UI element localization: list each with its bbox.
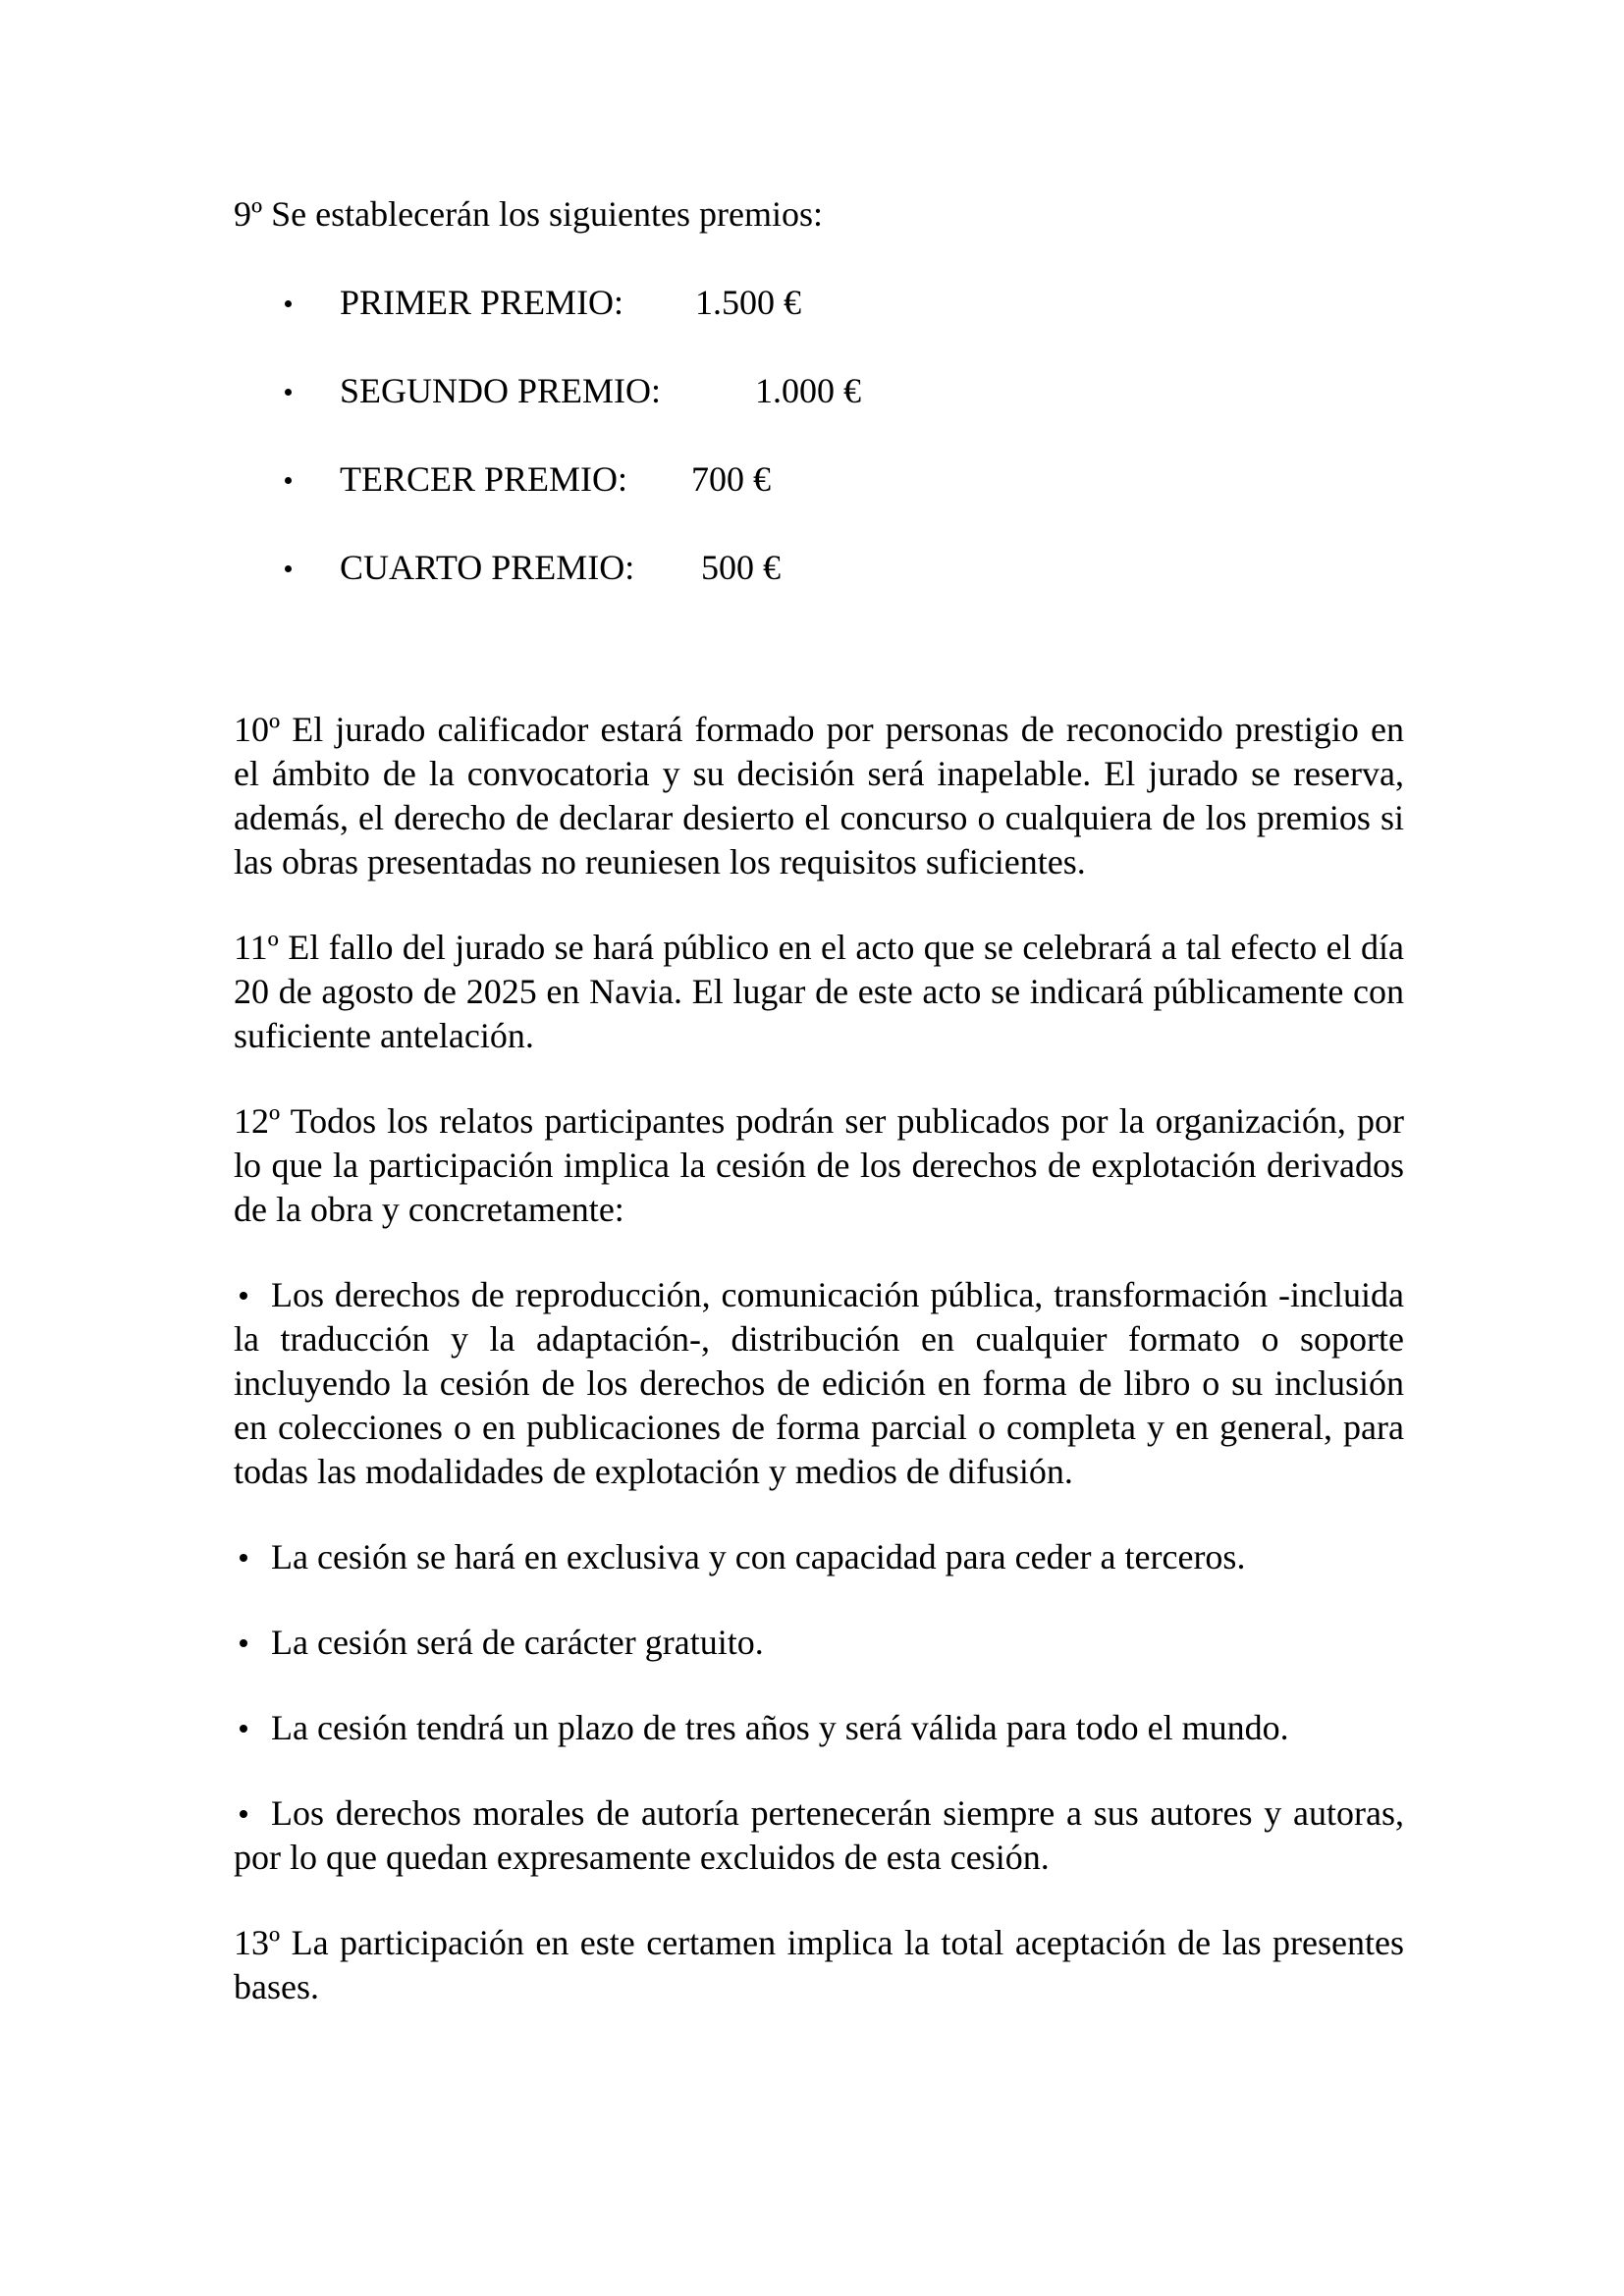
prize-amount: 700 € <box>691 459 771 499</box>
bullet-icon <box>285 389 292 396</box>
rights-list <box>234 1273 1404 1880</box>
rights-item-text: La cesión será de carácter gratuito. <box>271 1623 764 1662</box>
prize-name: PRIMER PREMIO: <box>340 283 624 322</box>
rights-list-item <box>234 1791 1404 1880</box>
section-9-heading: 9º Se establecerán los siguientes premios: <box>234 194 824 234</box>
bullet-icon <box>240 1554 247 1562</box>
bullet-icon <box>285 565 292 572</box>
section-13-paragraph: 13º La participación en este certamen implica la total aceptación de las presentes bases. <box>234 1923 1404 2006</box>
rights-list-item <box>234 1621 1404 1665</box>
prize-name: CUARTO PREMIO: <box>340 548 635 587</box>
prize-amount: 500 € <box>701 548 781 587</box>
section-11-paragraph: 11º El fallo del jurado se hará público en el acto que se celebrará a tal efecto el día 20 de agosto de 2025 en Navia. El lugar de este acto se indicará públicamente con suficiente antelación. <box>234 928 1404 1055</box>
rights-item-text: Los derechos de reproducción, comunicación pública, transformación -incluida la traducción y la adaptación-, distribución en cualquier formato o soporte incluyendo la cesión de los derechos de edición en forma de libro o su inclusión en colecciones o en publicaciones de forma parcial o completa y en general, para todas las modalidades de explotación y medios de difusión. <box>234 1275 1404 1491</box>
bullet-icon <box>240 1725 247 1733</box>
prize-amount: 1.000 € <box>755 371 861 410</box>
rights-item-text: La cesión se hará en exclusiva y con capacidad para ceder a terceros. <box>271 1537 1246 1576</box>
bullet-icon <box>240 1810 247 1818</box>
section-10-paragraph: 10º El jurado calificador estará formado por personas de reconocido prestigio en el ámbito de la convocatoria y su decisión será inapelable. El jurado se reserva, además, el derecho de declarar desierto el concurso o cualquiera de los premios si las obras presentadas no reuniesen los requisitos suficientes. <box>234 710 1404 881</box>
rights-list-item <box>234 1706 1404 1750</box>
prize-amount: 1.500 € <box>695 283 801 322</box>
prize-item-third <box>234 457 1404 502</box>
prize-item-fourth <box>234 546 1404 590</box>
prize-name: TERCER PREMIO: <box>340 459 628 499</box>
bullet-icon <box>240 1292 247 1300</box>
rights-list-item <box>234 1273 1404 1494</box>
prize-item-first <box>234 281 1404 325</box>
section-12-paragraph: 12º Todos los relatos participantes podrán ser publicados por la organización, por lo que la participación implica la cesión de los derechos de explotación derivados de la obra y concretamente: <box>234 1101 1404 1229</box>
bullet-icon <box>240 1639 247 1647</box>
bullet-icon <box>285 300 292 307</box>
page-content <box>234 192 1404 2009</box>
rights-list-item <box>234 1535 1404 1579</box>
prize-item-second <box>234 369 1404 413</box>
rights-item-text: Los derechos morales de autoría pertenecerán siempre a sus autores y autoras, por lo que quedan expresamente excluidos de esta cesión. <box>234 1793 1404 1877</box>
prize-list <box>234 281 1404 590</box>
rights-item-text: La cesión tendrá un plazo de tres años y será válida para todo el mundo. <box>271 1708 1289 1747</box>
prize-name: SEGUNDO PREMIO: <box>340 371 662 410</box>
bullet-icon <box>285 477 292 484</box>
